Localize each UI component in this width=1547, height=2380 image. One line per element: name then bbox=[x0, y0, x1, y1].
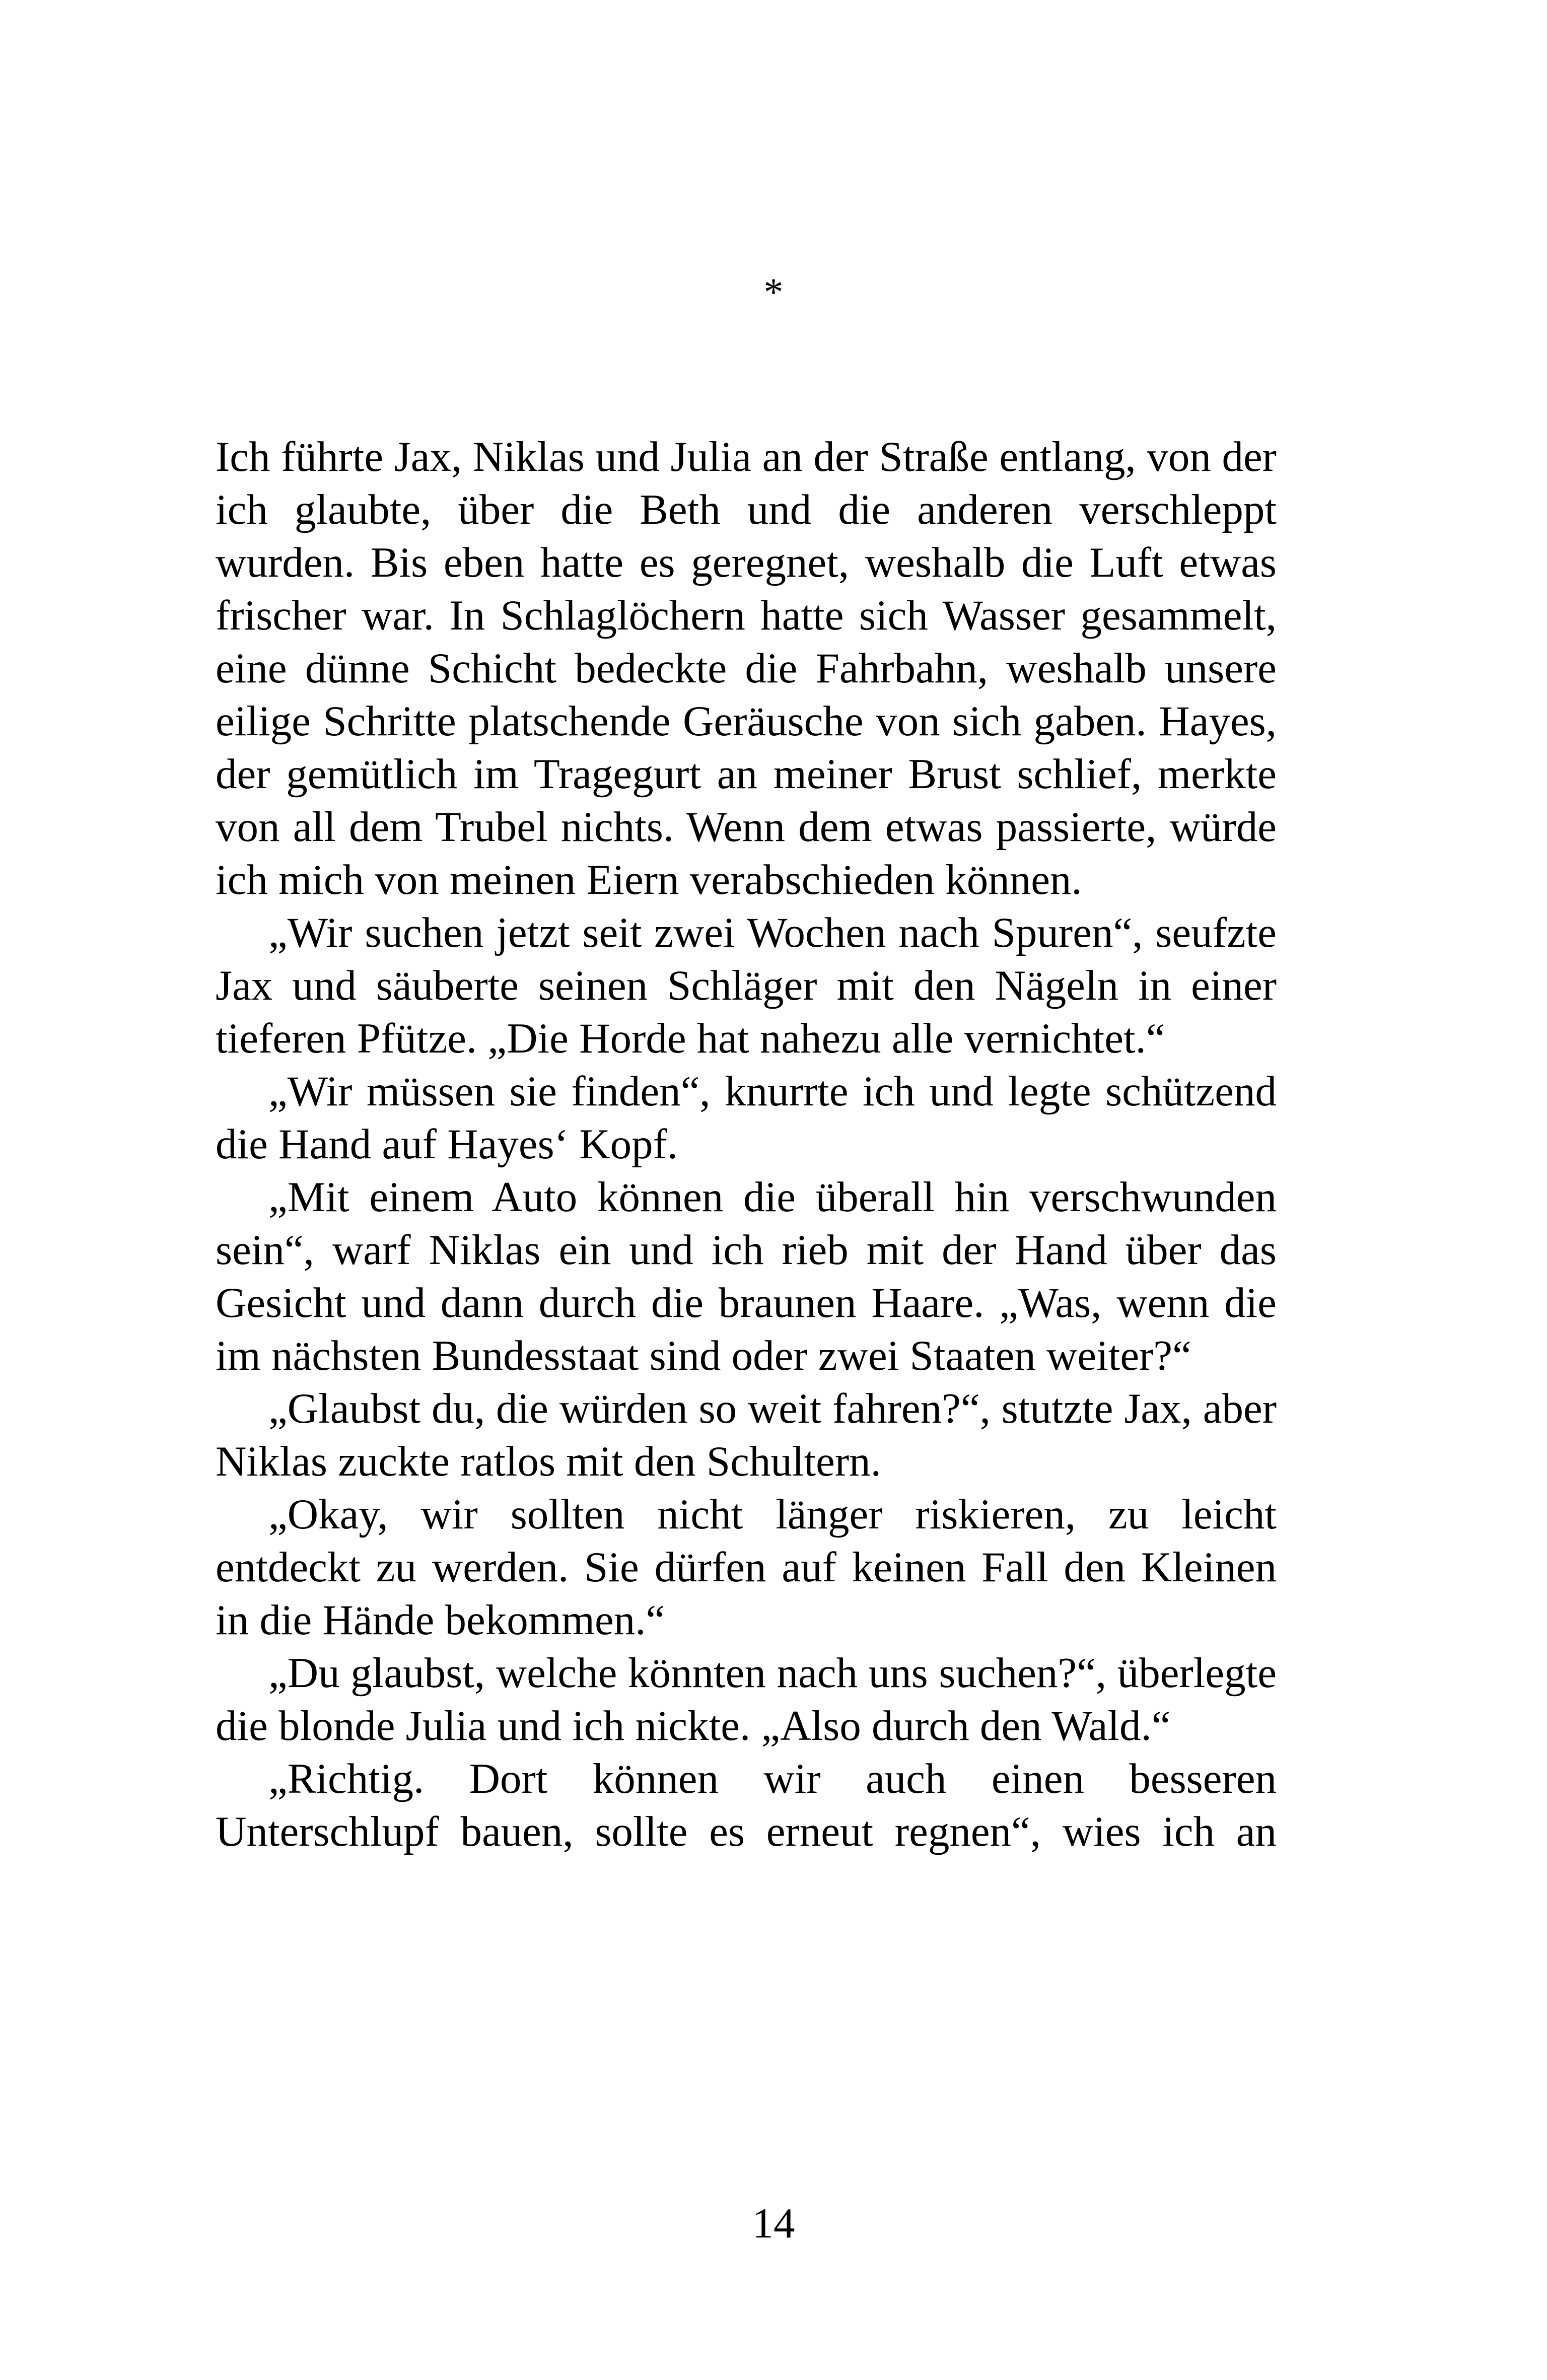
section-separator: * bbox=[763, 270, 784, 314]
paragraph: „Mit einem Auto können die überall hin verschwunden sein“, warf Niklas ein und ich rieb mit der Hand über das Gesicht und dann durch die braunen Haare. „Was, wenn die im nächsten Bundesstaat sind oder zwei Staaten weiter?“ bbox=[216, 1173, 1277, 1379]
page-number: 14 bbox=[752, 2200, 795, 2247]
paragraph: „Okay, wir sollten nicht länger riskieren, zu leicht entdeckt zu werden. Sie dürfen auf keinen Fall den Kleinen in die Hände bekommen.“ bbox=[216, 1491, 1277, 1644]
paragraph: „Wir müssen sie finden“, knurrte ich und legte schützend die Hand auf Hayes‘ Kopf. bbox=[216, 1068, 1277, 1168]
paragraph: Ich führte Jax, Niklas und Julia an der Straße entlang, von der ich glaubte, über die Beth und die anderen verschleppt wurden. Bis eben hatte es geregnet, weshalb die Luft etwas frischer war. In Schlaglöchern hatte sich Wasser gesammelt, eine dünne Schicht bedeckte die Fahrbahn, weshalb unsere eilige Schritte platschende Geräusche von sich gaben. Hayes, der gemütlich im Tragegurt an meiner Brust schlief, merkte von all dem Trubel nichts. Wenn dem etwas passierte, würde ich mich von meinen Eiern verabschieden können. bbox=[216, 433, 1277, 903]
paragraph: „Du glaubst, welche könnten nach uns suchen?“, überlegte die blonde Julia und ich nickte. „Also durch den Wald.“ bbox=[216, 1649, 1277, 1749]
paragraph: „Glaubst du, die würden so weit fahren?“, stutzte Jax, aber Niklas zuckte ratlos mit den Schultern. bbox=[216, 1385, 1277, 1485]
paragraph: „Wir suchen jetzt seit zwei Wochen nach Spuren“, seufzte Jax und säuberte seinen Schläger mit den Nägeln in einer tieferen Pfütze. „Die Horde hat nahezu alle vernichtet.“ bbox=[216, 909, 1277, 1062]
paragraph: „Richtig. Dort können wir auch einen besseren Unterschlupf bauen, sollte es erneut regnen“, wies ich an bbox=[216, 1755, 1277, 1855]
body-text bbox=[216, 431, 1277, 1858]
